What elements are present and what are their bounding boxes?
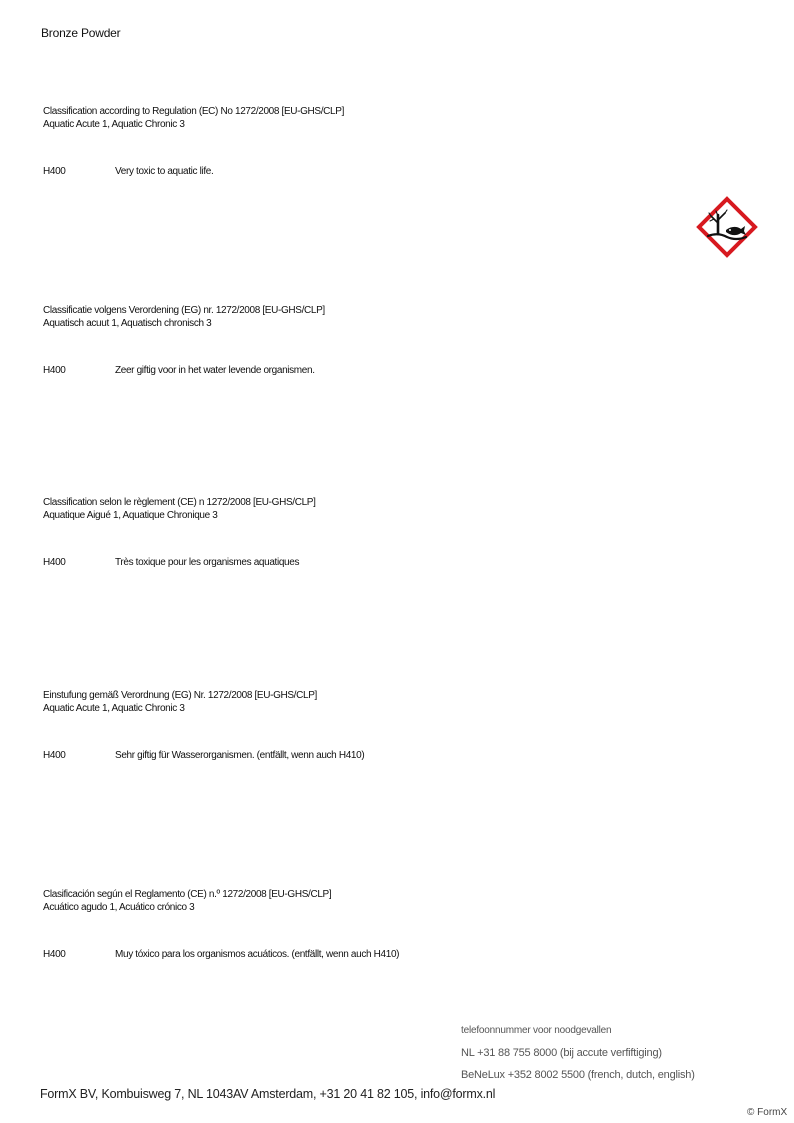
hazard-categories: Acuático agudo 1, Acuático crónico 3 bbox=[43, 902, 195, 913]
hazard-statement-row bbox=[43, 948, 663, 961]
classification-line: Einstufung gemäß Verordnung (EG) Nr. 1272/2008 [EU-GHS/CLP] bbox=[43, 690, 317, 701]
hazard-statement-row bbox=[43, 749, 663, 762]
classification-section-fr bbox=[43, 496, 663, 569]
copyright-notice: © FormX bbox=[747, 1107, 788, 1118]
classification-line: Classification according to Regulation (EC) No 1272/2008 [EU-GHS/CLP] bbox=[43, 106, 345, 117]
document-title: Bronze Powder bbox=[41, 26, 121, 40]
hazard-text: Sehr giftig für Wasserorganismen. (entfällt, wenn auch H410) bbox=[115, 750, 365, 761]
hazard-statement-row bbox=[43, 364, 663, 377]
hazard-code: H400 bbox=[43, 557, 66, 568]
hazard-categories: Aquatisch acuut 1, Aquatisch chronisch 3 bbox=[43, 318, 212, 329]
emergency-phone-benelux: BeNeLux +352 8002 5500 (french, dutch, english) bbox=[461, 1069, 695, 1081]
hazard-text: Very toxic to aquatic life. bbox=[115, 166, 214, 177]
emergency-heading: telefoonnummer voor noodgevallen bbox=[461, 1025, 612, 1036]
hazard-text: Très toxique pour les organismes aquatiques bbox=[115, 557, 300, 568]
classification-line: Classification selon le règlement (CE) n 1272/2008 [EU-GHS/CLP] bbox=[43, 497, 316, 508]
classification-section-en bbox=[43, 105, 663, 178]
hazard-text: Muy tóxico para los organismos acuáticos. (entfällt, wenn auch H410) bbox=[115, 949, 400, 960]
hazard-categories: Aquatique Aigué 1, Aquatique Chronique 3 bbox=[43, 510, 218, 521]
pictogram-border bbox=[699, 199, 755, 255]
classification-line: Classificatie volgens Verordening (EG) nr. 1272/2008 [EU-GHS/CLP] bbox=[43, 305, 325, 316]
classification-section-es bbox=[43, 888, 663, 961]
hazard-code: H400 bbox=[43, 750, 66, 761]
hazard-text: Zeer giftig voor in het water levende organismen. bbox=[115, 365, 315, 376]
hazard-statement-row bbox=[43, 165, 663, 178]
company-address: FormX BV, Kombuisweg 7, NL 1043AV Amsterdam, +31 20 41 82 105, info@formx.nl bbox=[40, 1087, 496, 1101]
classification-section-nl bbox=[43, 304, 663, 377]
classification-section-de bbox=[43, 689, 663, 762]
emergency-phone-nl: NL +31 88 755 8000 (bij accute verfiftiging) bbox=[461, 1047, 662, 1059]
hazard-code: H400 bbox=[43, 365, 66, 376]
classification-line: Clasificación según el Reglamento (CE) n.º 1272/2008 [EU-GHS/CLP] bbox=[43, 889, 332, 900]
hazard-code: H400 bbox=[43, 949, 66, 960]
hazard-statement-row bbox=[43, 556, 663, 569]
hazard-categories: Aquatic Acute 1, Aquatic Chronic 3 bbox=[43, 703, 185, 714]
environment-hazard-icon bbox=[696, 196, 758, 258]
hazard-categories: Aquatic Acute 1, Aquatic Chronic 3 bbox=[43, 119, 185, 130]
hazard-code: H400 bbox=[43, 166, 66, 177]
